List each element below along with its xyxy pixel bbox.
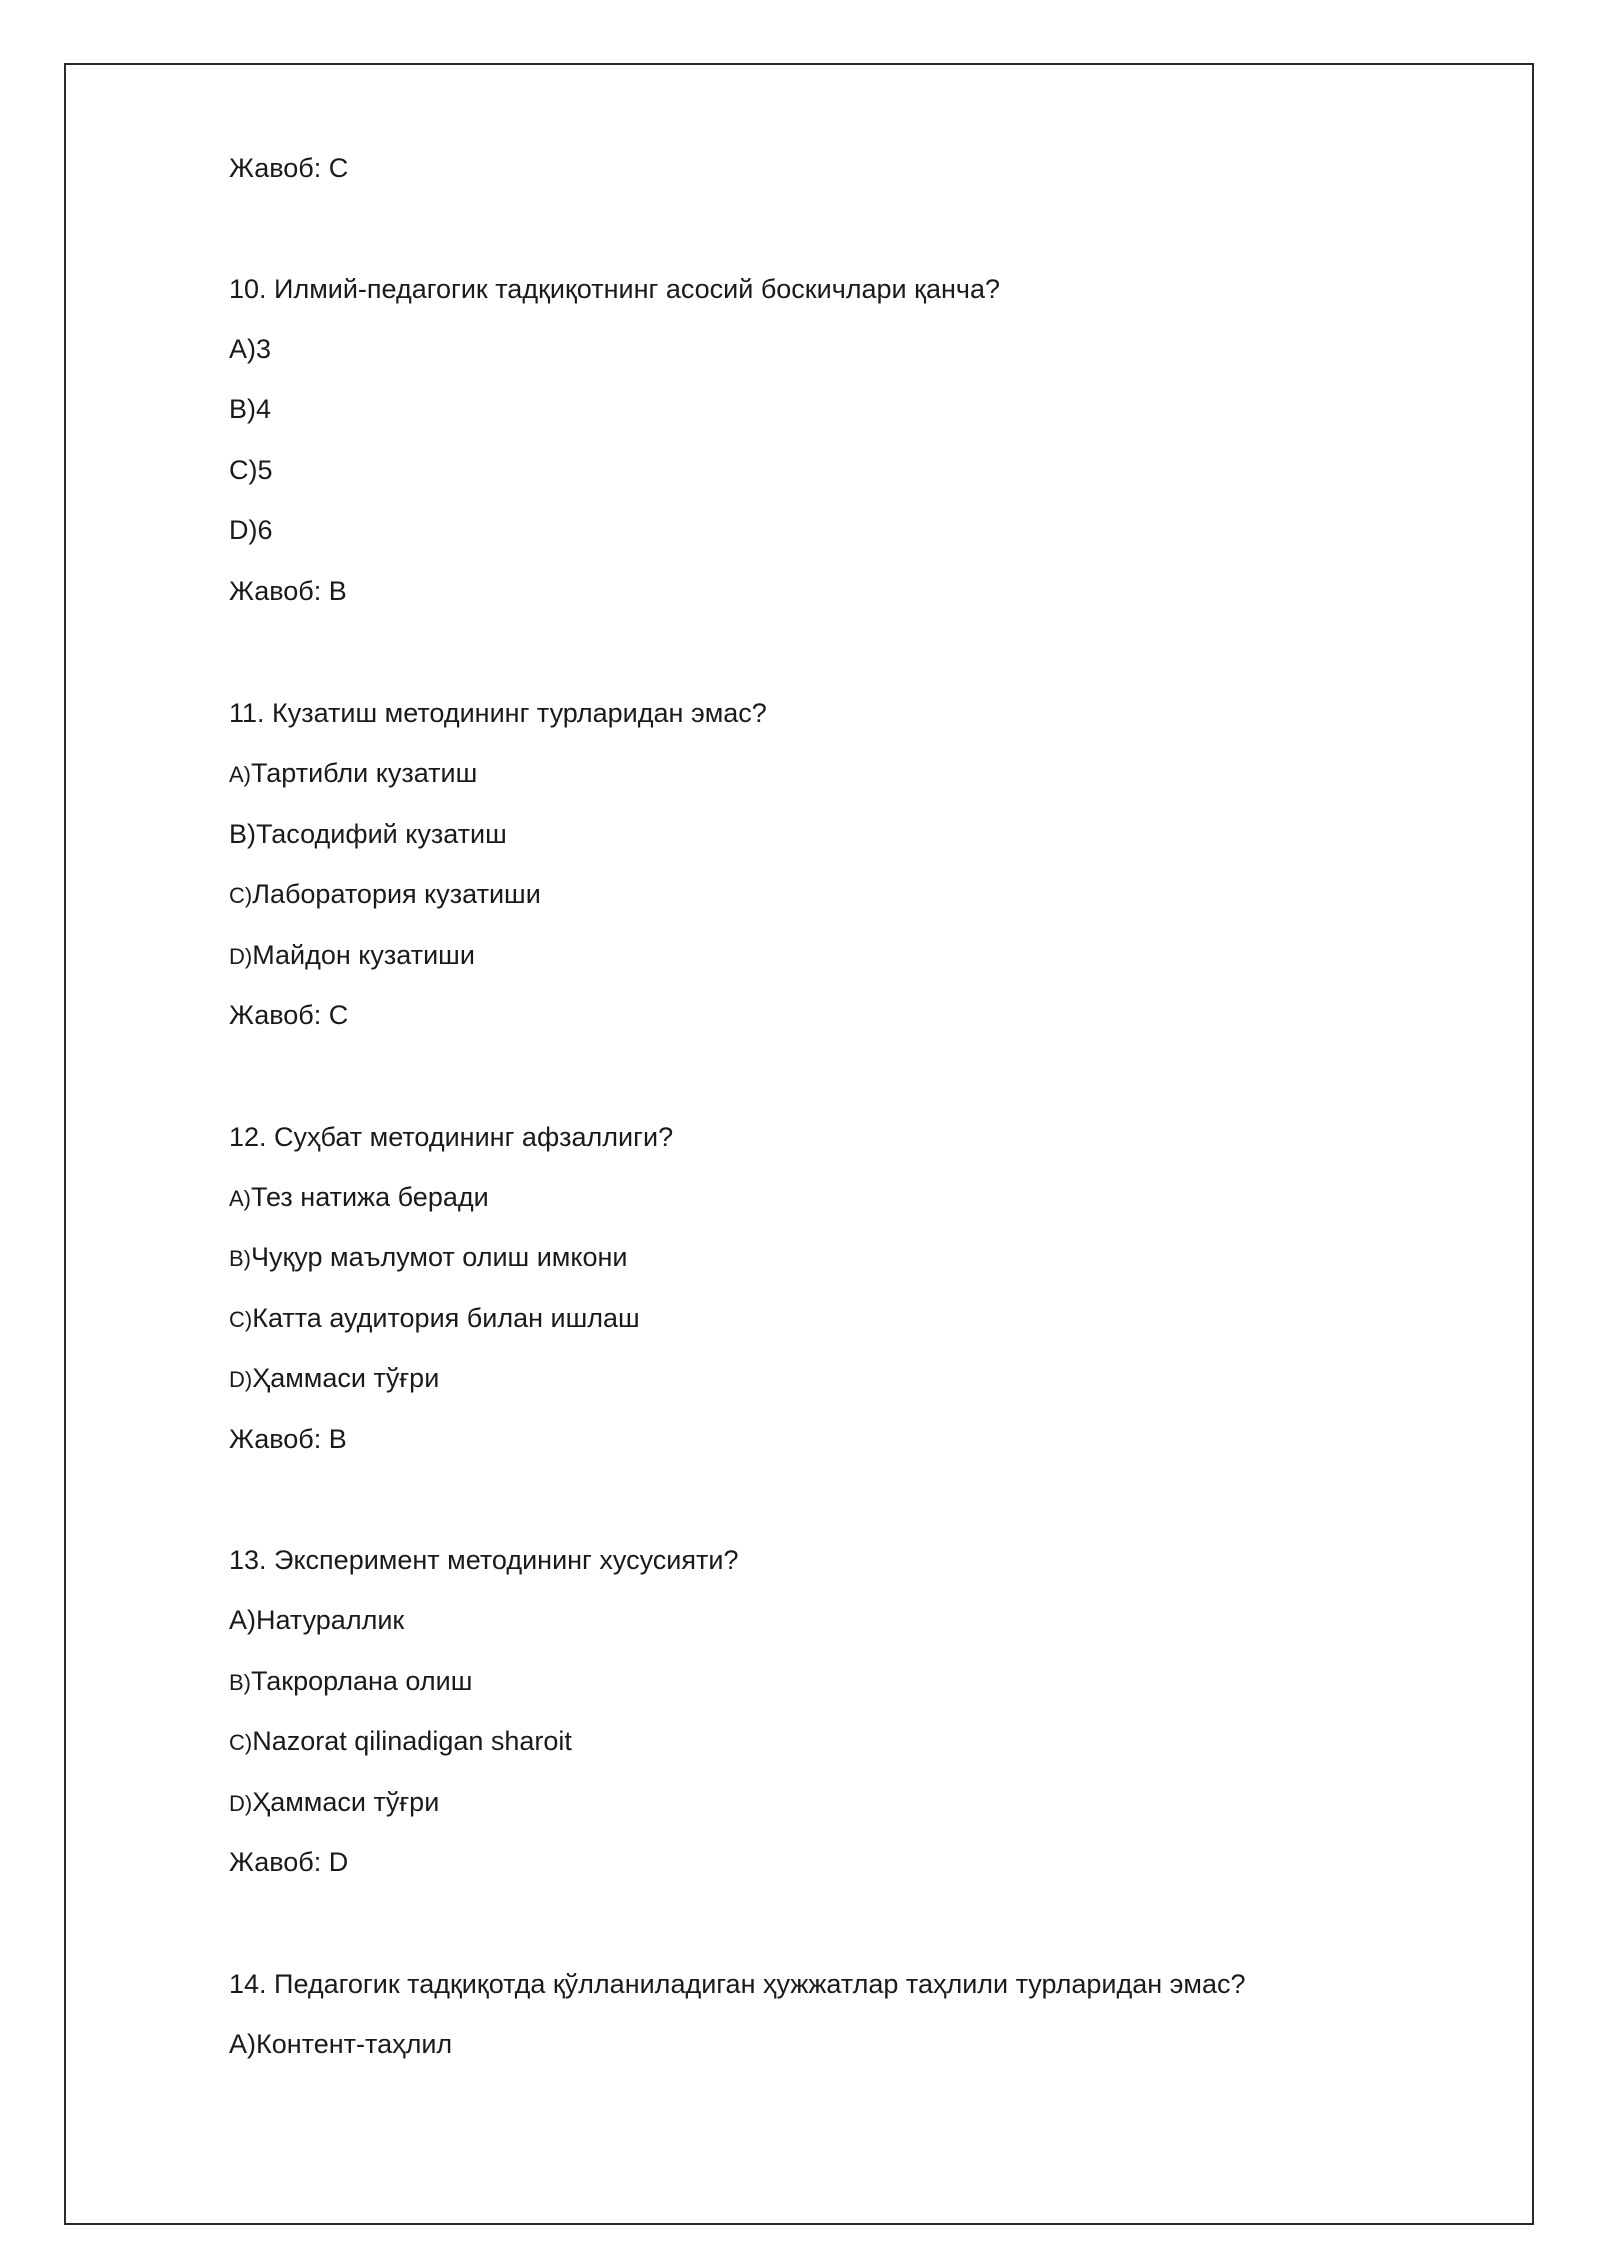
option-letter: B) bbox=[229, 819, 256, 849]
option-letter: D) bbox=[229, 1791, 253, 1816]
question-title: 11. Кузатиш методининг турларидан эмас? bbox=[229, 698, 767, 728]
option-text: Nazorat qilinadigan sharoit bbox=[252, 1726, 572, 1756]
option-a bbox=[229, 1603, 404, 1637]
option-b bbox=[229, 392, 271, 426]
option-letter: D) bbox=[229, 1367, 253, 1392]
option-text: Натураллик bbox=[256, 1605, 405, 1635]
option-text: 3 bbox=[256, 334, 272, 364]
option-letter: A) bbox=[229, 1186, 251, 1211]
answer-line: Жавоб: B bbox=[229, 576, 347, 606]
option-d bbox=[229, 1361, 439, 1397]
option-letter: A) bbox=[229, 334, 256, 364]
answer-line: Жавоб: D bbox=[229, 1847, 349, 1877]
option-c bbox=[229, 453, 273, 487]
option-letter: C) bbox=[229, 1730, 253, 1755]
option-text: Ҳаммаси тўғри bbox=[252, 1363, 440, 1393]
answer-line: Жавоб: C bbox=[229, 1000, 349, 1030]
option-b bbox=[229, 1240, 627, 1276]
option-text: Тез натижа беради bbox=[251, 1182, 489, 1212]
option-letter: B) bbox=[229, 394, 256, 424]
option-a bbox=[229, 1180, 489, 1216]
option-c bbox=[229, 1301, 640, 1337]
option-c bbox=[229, 877, 541, 913]
option-letter: D) bbox=[229, 515, 258, 545]
option-text: Лаборатория кузатиши bbox=[252, 879, 541, 909]
answer-line: Жавоб: B bbox=[229, 1424, 347, 1454]
option-text: 5 bbox=[257, 455, 273, 485]
option-text: Такрорлана олиш bbox=[251, 1666, 473, 1696]
option-letter: C) bbox=[229, 883, 253, 908]
answer-line: Жавоб: C bbox=[229, 153, 349, 183]
option-text: Тартибли кузатиш bbox=[251, 758, 478, 788]
option-text: 4 bbox=[256, 394, 272, 424]
option-a bbox=[229, 2027, 452, 2061]
option-text: Контент-таҳлил bbox=[256, 2029, 453, 2059]
question-title: 10. Илмий-педагогик тадқиқотнинг асосий боскичлари қанча? bbox=[229, 274, 1000, 304]
option-text: 6 bbox=[257, 515, 273, 545]
option-text: Майдон кузатиши bbox=[252, 940, 475, 970]
option-b bbox=[229, 1664, 472, 1700]
option-b bbox=[229, 817, 507, 851]
option-c bbox=[229, 1724, 572, 1760]
option-letter: A) bbox=[229, 1605, 256, 1635]
question-title: 12. Суҳбат методининг афзаллиги? bbox=[229, 1122, 674, 1152]
option-letter: C) bbox=[229, 455, 258, 485]
option-letter: C) bbox=[229, 1307, 253, 1332]
option-text: Ҳаммаси тўғри bbox=[252, 1787, 440, 1817]
option-letter: B) bbox=[229, 1670, 251, 1695]
option-text: Чуқур маълумот олиш имкони bbox=[251, 1242, 628, 1272]
option-letter: B) bbox=[229, 1246, 251, 1271]
option-letter: D) bbox=[229, 944, 253, 969]
question-title: 14. Педагогик тадқиқотда қўлланиладиган ҳужжатлар таҳлили турларидан эмас? bbox=[229, 1969, 1246, 1999]
option-d bbox=[229, 938, 475, 974]
option-a bbox=[229, 332, 271, 366]
option-d bbox=[229, 513, 273, 547]
option-d bbox=[229, 1785, 439, 1821]
question-title: 13. Эксперимент методининг хусусияти? bbox=[229, 1545, 739, 1575]
option-letter: A) bbox=[229, 762, 251, 787]
option-text: Катта аудитория билан ишлаш bbox=[252, 1303, 640, 1333]
option-a bbox=[229, 756, 477, 792]
option-text: Тасодифий кузатиш bbox=[256, 819, 507, 849]
option-letter: A) bbox=[229, 2029, 256, 2059]
